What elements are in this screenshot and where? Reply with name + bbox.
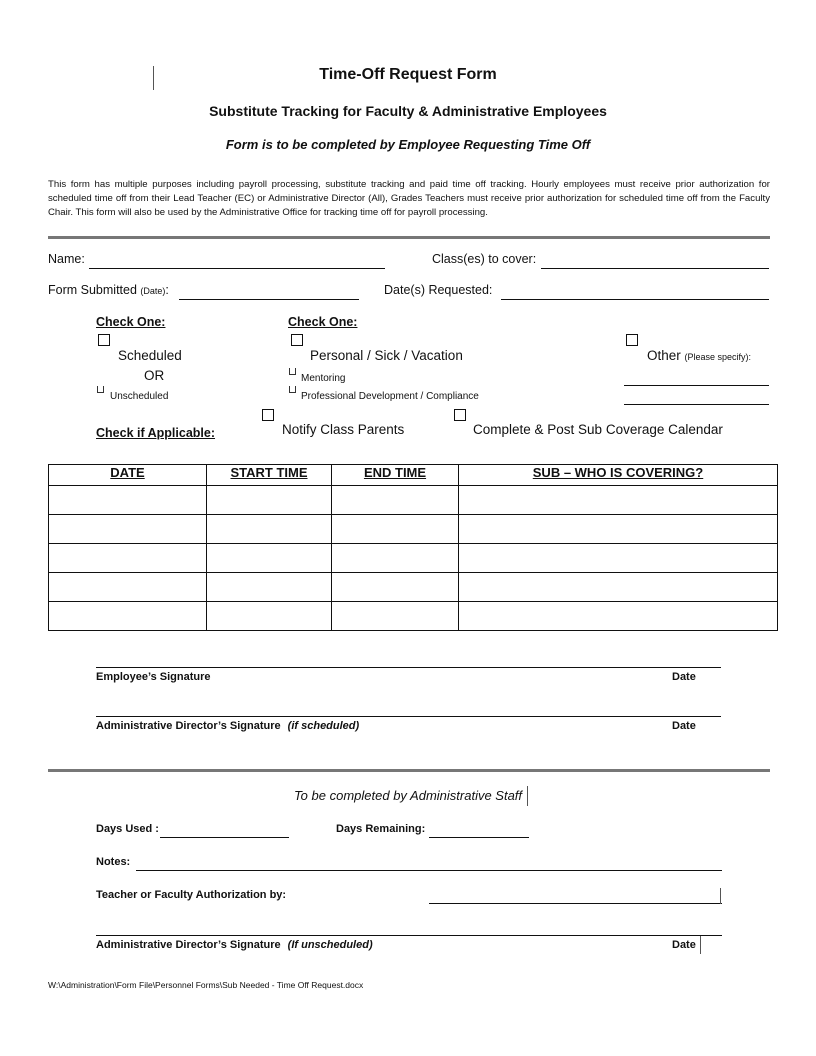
date-note: (Date) — [140, 286, 166, 296]
table-cell[interactable] — [459, 544, 778, 573]
admin-signature-text: Administrative Director’s Signature — [96, 720, 281, 732]
mentoring-label: Mentoring — [301, 373, 346, 384]
table-row — [49, 544, 778, 573]
instruction-text: Form is to be completed by Employee Requesting Time Off — [225, 137, 591, 152]
notify-checkbox[interactable] — [262, 409, 274, 421]
table-row — [49, 486, 778, 515]
classes-label: Class(es) to cover: — [432, 252, 537, 266]
divider-bottom — [48, 769, 770, 772]
admin-signature-label — [96, 720, 359, 732]
days-used-label: Days Used : — [96, 823, 159, 835]
table-cell[interactable] — [207, 602, 332, 631]
dates-requested-field[interactable] — [501, 299, 769, 300]
table-cell[interactable] — [207, 573, 332, 602]
complete-checkbox[interactable] — [454, 409, 466, 421]
check-one-header-2: Check One: — [288, 315, 358, 329]
check-applicable-header: Check if Applicable: — [96, 426, 216, 440]
personal-checkbox[interactable] — [291, 334, 303, 346]
check-one-header-1: Check One: — [96, 315, 166, 329]
table-cell[interactable] — [459, 602, 778, 631]
table-row — [49, 515, 778, 544]
form-submitted-field[interactable] — [179, 299, 359, 300]
unscheduled-checkbox[interactable] — [97, 386, 104, 393]
if-scheduled-note: (if scheduled) — [287, 720, 360, 732]
admin-date-label: Date — [672, 720, 696, 732]
col-header-date: DATE — [49, 465, 207, 486]
table-cell[interactable] — [49, 486, 207, 515]
admin-signature-line[interactable] — [96, 716, 721, 717]
table-cell[interactable] — [332, 515, 459, 544]
employee-signature-label: Employee’s Signature — [96, 671, 211, 683]
prof-dev-label: Professional Development / Compliance — [301, 391, 479, 402]
footer-file-path: W:\Administration\Form File\Personnel Forms\Sub Needed - Time Off Request.docx — [48, 980, 364, 990]
employee-signature-line[interactable] — [96, 667, 721, 668]
mentoring-checkbox[interactable] — [289, 368, 296, 375]
days-remaining-label: Days Remaining: — [336, 823, 426, 835]
admin-unscheduled-label — [96, 939, 373, 951]
other-specify: (Please specify): — [684, 352, 752, 362]
table-cell[interactable] — [332, 602, 459, 631]
or-label: OR — [144, 368, 165, 383]
table-cell[interactable] — [49, 573, 207, 602]
personal-label: Personal / Sick / Vacation — [310, 348, 463, 363]
col-header-sub: SUB – WHO IS COVERING? — [459, 465, 778, 486]
page-subtitle: Substitute Tracking for Faculty & Administrative Employees — [209, 103, 607, 119]
table-cell[interactable] — [332, 544, 459, 573]
page-title: Time-Off Request Form — [319, 66, 497, 83]
table-cell[interactable] — [207, 544, 332, 573]
teacher-auth-label: Teacher or Faculty Authorization by: — [96, 889, 287, 901]
classes-field[interactable] — [541, 268, 769, 269]
days-used-field[interactable] — [160, 837, 289, 838]
other-text: Other — [647, 348, 681, 363]
admin-unscheduled-text: Administrative Director’s Signature — [96, 939, 281, 951]
coverage-table — [48, 464, 778, 631]
form-submitted-text: Form Submitted — [48, 283, 137, 297]
other-checkbox[interactable] — [626, 334, 638, 346]
table-cell[interactable] — [49, 515, 207, 544]
table-cell[interactable] — [459, 515, 778, 544]
text-cursor — [720, 888, 721, 904]
table-row — [49, 573, 778, 602]
scheduled-checkbox[interactable] — [98, 334, 110, 346]
intro-paragraph: This form has multiple purposes including payroll processing, substitute tracking and paid time off tracking. Hourly employees must receive prior authorization for scheduled time off from their Lead Teacher (EC) or Administrative Director (All), Grades Teachers must receive prior authorization for scheduled time off from the Faculty Chair. This form will also be used by the Administrative Office for tracking time off for payroll processing. — [48, 179, 770, 218]
employee-date-label: Date — [672, 671, 696, 683]
form-submitted-colon: : — [165, 283, 169, 297]
other-field-1[interactable] — [624, 385, 769, 386]
admin-unscheduled-signature-line[interactable] — [96, 935, 722, 936]
name-label: Name: — [48, 252, 85, 266]
teacher-auth-field[interactable] — [429, 903, 722, 904]
table-cell[interactable] — [207, 515, 332, 544]
notes-field[interactable] — [136, 870, 722, 871]
table-cell[interactable] — [49, 602, 207, 631]
days-remaining-field[interactable] — [429, 837, 529, 838]
unscheduled-label: Unscheduled — [110, 391, 169, 402]
table-header-row — [49, 465, 778, 486]
other-label — [647, 348, 751, 363]
scheduled-label: Scheduled — [118, 348, 182, 363]
table-row — [49, 602, 778, 631]
table-cell[interactable] — [332, 573, 459, 602]
text-cursor — [527, 786, 528, 806]
divider-top — [48, 236, 770, 239]
col-header-end-time: END TIME — [332, 465, 459, 486]
table-cell[interactable] — [207, 486, 332, 515]
other-field-2[interactable] — [624, 404, 769, 405]
if-unscheduled-note: (If unscheduled) — [287, 939, 373, 951]
dates-requested-label: Date(s) Requested: — [384, 283, 493, 297]
table-cell[interactable] — [459, 573, 778, 602]
table-cell[interactable] — [332, 486, 459, 515]
staff-heading — [0, 788, 816, 803]
form-submitted-label — [48, 283, 169, 297]
admin-unscheduled-date-label: Date — [672, 939, 696, 951]
complete-label: Complete & Post Sub Coverage Calendar — [473, 422, 723, 437]
col-header-start-time: START TIME — [207, 465, 332, 486]
staff-heading-text: To be completed by Administrative Staff — [293, 788, 523, 803]
prof-dev-checkbox[interactable] — [289, 386, 296, 393]
notes-label: Notes: — [96, 856, 131, 868]
table-cell[interactable] — [459, 486, 778, 515]
table-cell[interactable] — [49, 544, 207, 573]
name-field[interactable] — [89, 268, 385, 269]
notify-label: Notify Class Parents — [282, 422, 405, 437]
text-cursor — [700, 936, 701, 954]
